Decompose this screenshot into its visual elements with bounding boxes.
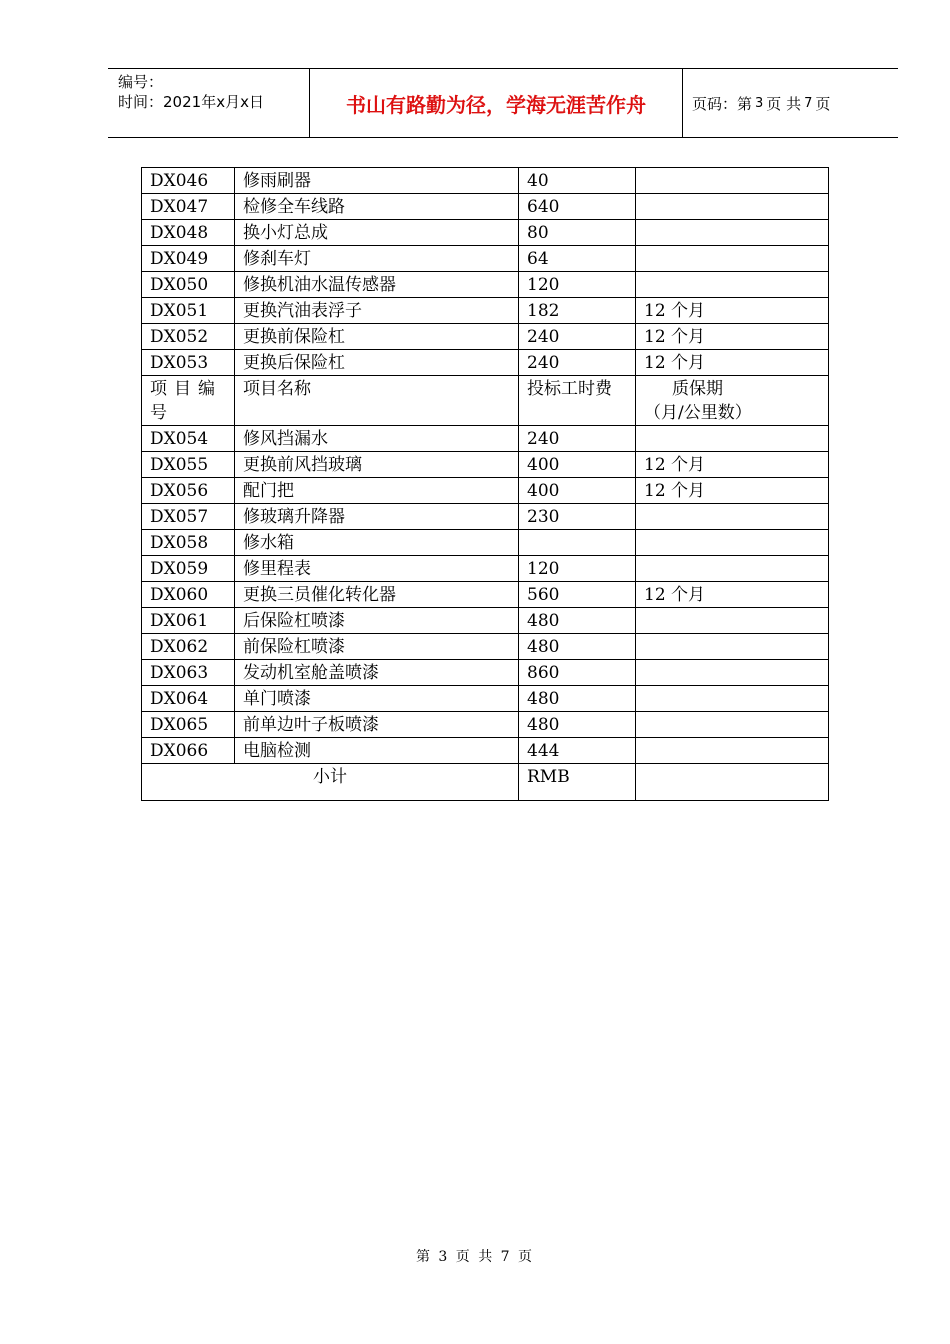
header-warranty-line2: （月/公里数） bbox=[644, 403, 752, 423]
cell-name: 修换机油水温传感器 bbox=[235, 272, 519, 298]
cell-warranty bbox=[636, 556, 829, 582]
table-row bbox=[142, 194, 829, 220]
day: x bbox=[240, 93, 250, 111]
cell-warranty bbox=[636, 738, 829, 764]
table-header-block bbox=[142, 376, 829, 426]
cell-warranty bbox=[636, 686, 829, 712]
month-unit: 月 bbox=[225, 93, 241, 111]
cell-name: 修刹车灯 bbox=[235, 246, 519, 272]
cell-warranty bbox=[636, 272, 829, 298]
cell-warranty bbox=[636, 168, 829, 194]
cell-name: 后保险杠喷漆 bbox=[235, 608, 519, 634]
page-end: 页 bbox=[815, 94, 831, 113]
cell-warranty bbox=[636, 712, 829, 738]
cell-warranty: 12 个月 bbox=[636, 324, 829, 350]
table-row bbox=[142, 738, 829, 764]
table-row bbox=[142, 168, 829, 194]
cell-name: 更换前保险杠 bbox=[235, 324, 519, 350]
cell-name: 修风挡漏水 bbox=[235, 426, 519, 452]
page-label: 页码：第 bbox=[692, 94, 753, 113]
subtotal-label: 小计 bbox=[142, 764, 519, 801]
table-header-row bbox=[142, 376, 829, 426]
cell-warranty bbox=[636, 220, 829, 246]
table-row bbox=[142, 426, 829, 452]
table-row bbox=[142, 220, 829, 246]
cell-code: DX051 bbox=[142, 298, 235, 324]
cell-warranty: 12 个月 bbox=[636, 582, 829, 608]
header-warranty-line1: 质保期 bbox=[672, 379, 723, 399]
cell-name: 单门喷漆 bbox=[235, 686, 519, 712]
header-page-number bbox=[692, 69, 830, 137]
cell-code: DX058 bbox=[142, 530, 235, 556]
cell-warranty bbox=[636, 426, 829, 452]
cell-fee: 444 bbox=[519, 738, 636, 764]
table-row bbox=[142, 686, 829, 712]
table-footer-block bbox=[142, 764, 829, 801]
cell-fee: 400 bbox=[519, 478, 636, 504]
cell-name: 发动机室舱盖喷漆 bbox=[235, 660, 519, 686]
table-row bbox=[142, 556, 829, 582]
cell-fee: 400 bbox=[519, 452, 636, 478]
cell-warranty bbox=[636, 634, 829, 660]
cell-code: DX060 bbox=[142, 582, 235, 608]
cell-code: DX048 bbox=[142, 220, 235, 246]
cell-fee: 480 bbox=[519, 608, 636, 634]
subtotal-currency: RMB bbox=[519, 764, 636, 801]
cell-warranty: 12 个月 bbox=[636, 452, 829, 478]
cell-warranty bbox=[636, 660, 829, 686]
cell-code: DX061 bbox=[142, 608, 235, 634]
table-row bbox=[142, 452, 829, 478]
cell-fee: 640 bbox=[519, 194, 636, 220]
cell-name: 更换汽油表浮子 bbox=[235, 298, 519, 324]
cell-warranty bbox=[636, 608, 829, 634]
table-row bbox=[142, 478, 829, 504]
cell-name: 检修全车线路 bbox=[235, 194, 519, 220]
cell-code: DX063 bbox=[142, 660, 235, 686]
cell-name: 配门把 bbox=[235, 478, 519, 504]
cell-code: DX065 bbox=[142, 712, 235, 738]
cell-name: 换小灯总成 bbox=[235, 220, 519, 246]
header-warranty bbox=[636, 376, 829, 426]
cell-name: 前单边叶子板喷漆 bbox=[235, 712, 519, 738]
cell-code: DX056 bbox=[142, 478, 235, 504]
cell-warranty bbox=[636, 504, 829, 530]
page-header bbox=[108, 68, 898, 138]
cell-code: DX059 bbox=[142, 556, 235, 582]
month: x bbox=[216, 93, 226, 111]
cell-code: DX050 bbox=[142, 272, 235, 298]
cell-code: DX062 bbox=[142, 634, 235, 660]
cell-fee: 240 bbox=[519, 426, 636, 452]
cell-fee: 240 bbox=[519, 324, 636, 350]
cell-fee: 80 bbox=[519, 220, 636, 246]
cell-code: DX046 bbox=[142, 168, 235, 194]
cell-fee: 182 bbox=[519, 298, 636, 324]
page-num: 3 bbox=[755, 95, 764, 111]
cell-fee: 560 bbox=[519, 582, 636, 608]
table-body-top bbox=[142, 168, 829, 376]
cell-warranty: 12 个月 bbox=[636, 478, 829, 504]
table-row bbox=[142, 712, 829, 738]
year-unit: 年 bbox=[201, 93, 217, 111]
cell-warranty: 12 个月 bbox=[636, 350, 829, 376]
table-row bbox=[142, 350, 829, 376]
cell-fee: 230 bbox=[519, 504, 636, 530]
cell-code: DX064 bbox=[142, 686, 235, 712]
cell-name: 修雨刷器 bbox=[235, 168, 519, 194]
cell-code: DX049 bbox=[142, 246, 235, 272]
cell-fee: 120 bbox=[519, 556, 636, 582]
cell-warranty bbox=[636, 194, 829, 220]
page-mid: 页 共 bbox=[766, 94, 802, 113]
cell-code: DX057 bbox=[142, 504, 235, 530]
number-label: 编号： bbox=[118, 73, 164, 91]
cell-name: 更换后保险杠 bbox=[235, 350, 519, 376]
service-fee-table bbox=[141, 167, 829, 801]
header-name: 项目名称 bbox=[235, 376, 519, 426]
cell-fee: 480 bbox=[519, 712, 636, 738]
header-motto: 书山有路勤为径，学海无涯苦作舟 bbox=[346, 92, 646, 117]
cell-fee: 240 bbox=[519, 350, 636, 376]
total-pages: 7 bbox=[804, 95, 813, 111]
cell-name: 修玻璃升降器 bbox=[235, 504, 519, 530]
cell-code: DX047 bbox=[142, 194, 235, 220]
cell-fee: 480 bbox=[519, 686, 636, 712]
table-row bbox=[142, 272, 829, 298]
table-row bbox=[142, 582, 829, 608]
table-row bbox=[142, 298, 829, 324]
cell-code: DX053 bbox=[142, 350, 235, 376]
cell-code: DX054 bbox=[142, 426, 235, 452]
cell-fee bbox=[519, 530, 636, 556]
table-row bbox=[142, 660, 829, 686]
cell-code: DX066 bbox=[142, 738, 235, 764]
table-body-bottom bbox=[142, 426, 829, 764]
table-row bbox=[142, 634, 829, 660]
time-line bbox=[118, 92, 264, 112]
header-code: 项目编号 bbox=[142, 376, 235, 426]
table-row bbox=[142, 530, 829, 556]
cell-fee: 40 bbox=[519, 168, 636, 194]
time-label: 时间： bbox=[118, 93, 164, 111]
cell-name: 前保险杠喷漆 bbox=[235, 634, 519, 660]
cell-warranty bbox=[636, 530, 829, 556]
table-row bbox=[142, 608, 829, 634]
page-footer: 第 3 页 共 7 页 bbox=[415, 1249, 535, 1265]
table-row bbox=[142, 504, 829, 530]
cell-warranty: 12 个月 bbox=[636, 298, 829, 324]
cell-fee: 480 bbox=[519, 634, 636, 660]
header-meta bbox=[118, 72, 264, 112]
year: 2021 bbox=[163, 93, 202, 111]
header-divider bbox=[682, 69, 683, 137]
table-row bbox=[142, 246, 829, 272]
cell-code: DX052 bbox=[142, 324, 235, 350]
cell-fee: 120 bbox=[519, 272, 636, 298]
subtotal-row bbox=[142, 764, 829, 801]
cell-name: 修里程表 bbox=[235, 556, 519, 582]
header-fee: 投标工时费 bbox=[519, 376, 636, 426]
table-row bbox=[142, 324, 829, 350]
cell-name: 修水箱 bbox=[235, 530, 519, 556]
cell-code: DX055 bbox=[142, 452, 235, 478]
cell-warranty bbox=[636, 246, 829, 272]
day-unit: 日 bbox=[249, 93, 265, 111]
cell-fee: 64 bbox=[519, 246, 636, 272]
cell-fee: 860 bbox=[519, 660, 636, 686]
cell-name: 更换前风挡玻璃 bbox=[235, 452, 519, 478]
cell-name: 更换三员催化转化器 bbox=[235, 582, 519, 608]
subtotal-warranty bbox=[636, 764, 829, 801]
cell-name: 电脑检测 bbox=[235, 738, 519, 764]
